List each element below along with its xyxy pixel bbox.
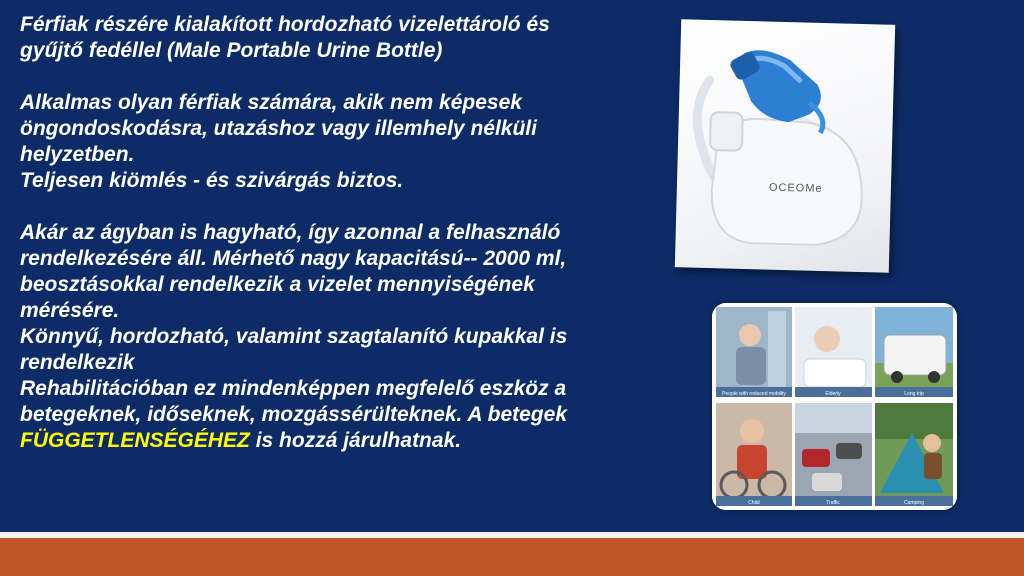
photo-camping — [875, 403, 953, 506]
photo-long-trip — [875, 307, 953, 397]
features-line-7: Rehabilitációban ez mindenképpen megfelelő eszköz a — [20, 377, 567, 400]
title-line-2: gyűjtő fedéllel (Male Portable Urine Bottle) — [20, 39, 443, 62]
caption-traffic: Traffic — [826, 500, 840, 506]
features-line-2: rendelkezésére áll. Mérhető nagy kapacitású-- 2000 ml, — [20, 247, 567, 270]
features-line-4: mérésére. — [20, 299, 120, 322]
title-line-1: Férfiak részére kialakított hordozható vizelettároló és — [20, 13, 550, 36]
urine-bottle-icon — [675, 19, 895, 273]
closing-rest: is hozzá járulhatnak. — [249, 429, 462, 452]
footer-band — [0, 538, 1024, 576]
features-line-3: beosztásokkal rendelkezik a vizelet mennyiségének — [20, 273, 535, 296]
caption-elderly: Elderly — [825, 391, 841, 397]
caption-reduced-mobility: People with reduced mobility — [722, 391, 786, 397]
usage-collage — [712, 303, 957, 510]
closing-line — [20, 428, 670, 454]
features-line-6: rendelkezik — [20, 351, 135, 374]
caption-camping: Camping — [903, 500, 925, 506]
photo-traffic — [795, 403, 872, 506]
photo-child-wheelchair — [716, 403, 792, 506]
suitability-line-3: helyzetben. — [20, 143, 135, 166]
urine-bottle-product-photo — [675, 19, 895, 273]
photo-wheelchair-user — [716, 307, 792, 397]
independence-highlight: FÜGGETLENSÉGÉHEZ — [20, 429, 250, 452]
features-line-1: Akár az ágyban is hagyható, így azonnal a felhasználó — [20, 221, 561, 244]
suitability-line-2: öngondoskodásra, utazáshoz vagy illemhely nélküli — [20, 117, 537, 140]
brand-logo: OCEOMe — [768, 181, 823, 195]
photo-elderly — [795, 307, 872, 397]
caption-child: Child — [748, 500, 760, 506]
suitability-line-1: Alkalmas olyan férfiak számára, akik nem képesek — [20, 91, 522, 114]
features-line-8: betegeknek, időseknek, mozgássérülteknek. A betegek — [20, 403, 567, 426]
caption-long-trip: Long trip — [904, 391, 924, 397]
leakproof-line: Teljesen kiömlés - és szivárgás biztos. — [20, 169, 404, 192]
slide-text — [20, 12, 670, 454]
features-line-5: Könnyű, hordozható, valamint szagtalanító kupakkal is — [20, 325, 568, 348]
